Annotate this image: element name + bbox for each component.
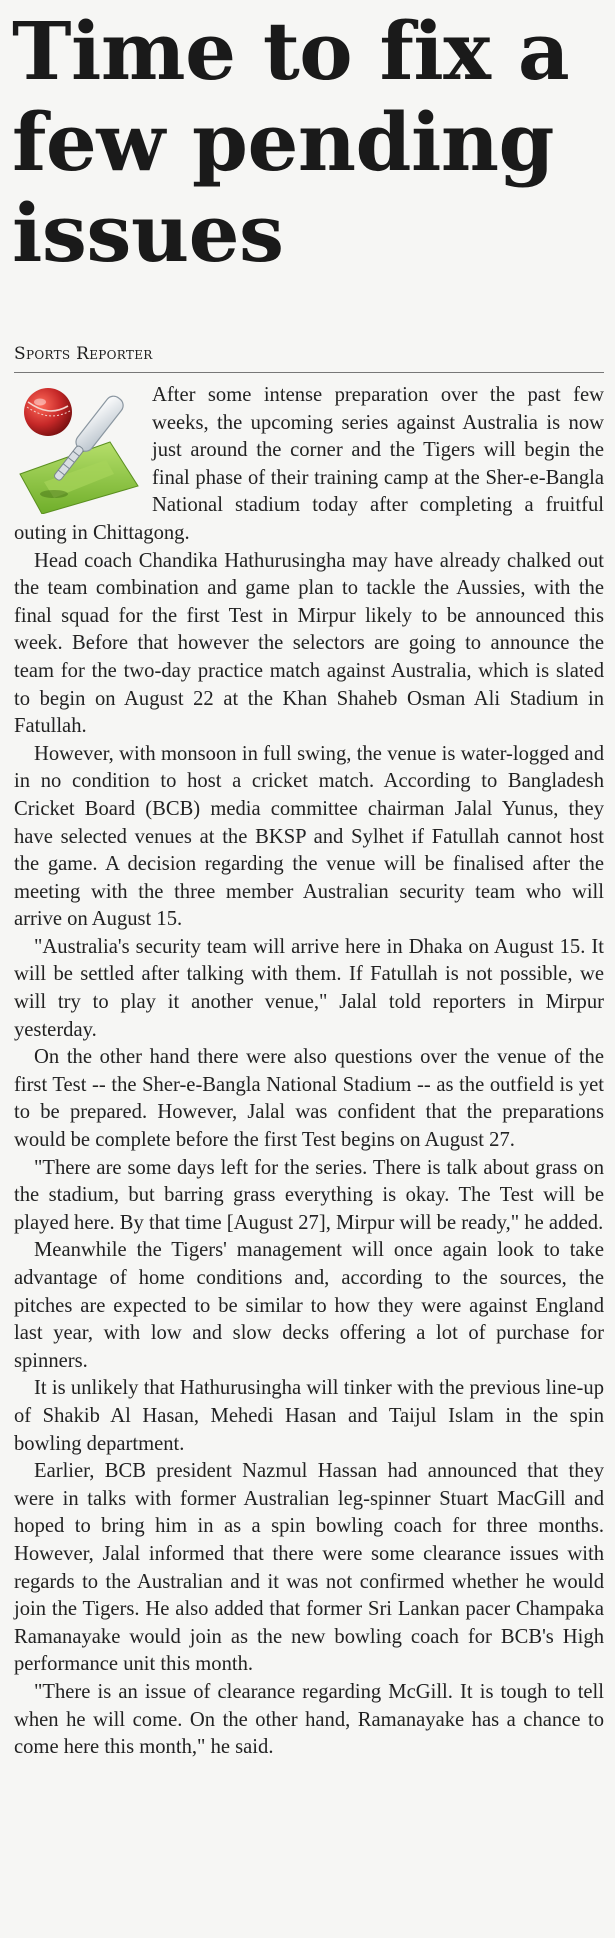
article-body [14, 382, 604, 1762]
article-paragraph: It is unlikely that Hathurusingha will tinker with the previous line-up of Shakib Al Hasan, Mehedi Hasan and Taijul Islam in the spin bowling department. [14, 1377, 604, 1455]
article-paragraph: "There are some days left for the series. There is talk about grass on the stadium, but barring grass everything is okay. The Test will be played here. By that time [August 27], Mirpur will be ready," he added. [14, 1156, 604, 1234]
byline: Sports Reporter [14, 344, 153, 364]
article-paragraph: However, with monsoon in full swing, the venue is water-logged and in no condition to host a cricket match. According to Bangladesh Cricket Board (BCB) media committee chairman Jalal Yunus, they have selected venues at the BKSP and Sylhet if Fatullah cannot host the game. A decision regarding the venue will be finalised after the meeting with the three member Australian security team who will arrive on August 15. [14, 742, 604, 931]
article-paragraph: Head coach Chandika Hathurusingha may have already chalked out the team combination and game plan to tackle the Aussies, with the final squad for the first Test in Mirpur likely to be announced this week. Before that however the selectors are going to announce the team for the two-day practice match against Australia, which is slated to begin on August 22 at the Khan Shaheb Osman Ali Stadium in Fatullah. [14, 549, 604, 738]
article-paragraph: "There is an issue of clearance regarding McGill. It is tough to tell when he will come. On the other hand, Ramanayake has a chance to come here this month," he said. [14, 1680, 604, 1759]
headline-line-3: issues [12, 186, 284, 280]
byline-divider [14, 372, 604, 373]
article-paragraph: "Australia's security team will arrive here in Dhaka on August 15. It will be settled after talking with them. If Fatullah is not possible, we will try to play it another venue," Jalal told reporters in Mirpur yesterday. [14, 935, 604, 1041]
article-paragraph: On the other hand there were also questions over the venue of the first Test -- the Sher-e-Bangla National Stadium -- as the outfield is yet to be prepared. However, Jalal was confident that the preparations would be complete before the first Test begins on August 27. [14, 1046, 604, 1152]
article-paragraph: Meanwhile the Tigers' management will once again look to take advantage of home conditions and, according to the sources, the pitches are expected to be similar to how they were against England last year, with low and slow decks offering a lot of purchase for spinners. [14, 1239, 604, 1372]
article-paragraph: After some intense preparation over the past few weeks, the upcoming series against Australia is now just around the corner and the Tigers will begin the final phase of their training camp at the Sher-e-Bangla National stadium today after completing a fruitful outing in Chittagong. [14, 384, 604, 544]
logo-float-space [14, 382, 146, 514]
headline-line-1: Time to fix a [12, 4, 570, 98]
article-paragraph: Earlier, BCB president Nazmul Hassan had announced that they were in talks with former Australian leg-spinner Stuart MacGill and hoped to bring him in as a spin bowling coach for three months. However, Jalal informed that there were some clearance issues with regards to the Australian and it was not confirmed whether he would join the Tigers. He also added that former Sri Lankan pacer Champaka Ramanayake would join as the new bowling coach for BCB's High performance unit this month. [14, 1460, 604, 1676]
headline-line-2: few pending [12, 95, 554, 189]
article-headline [12, 6, 612, 279]
